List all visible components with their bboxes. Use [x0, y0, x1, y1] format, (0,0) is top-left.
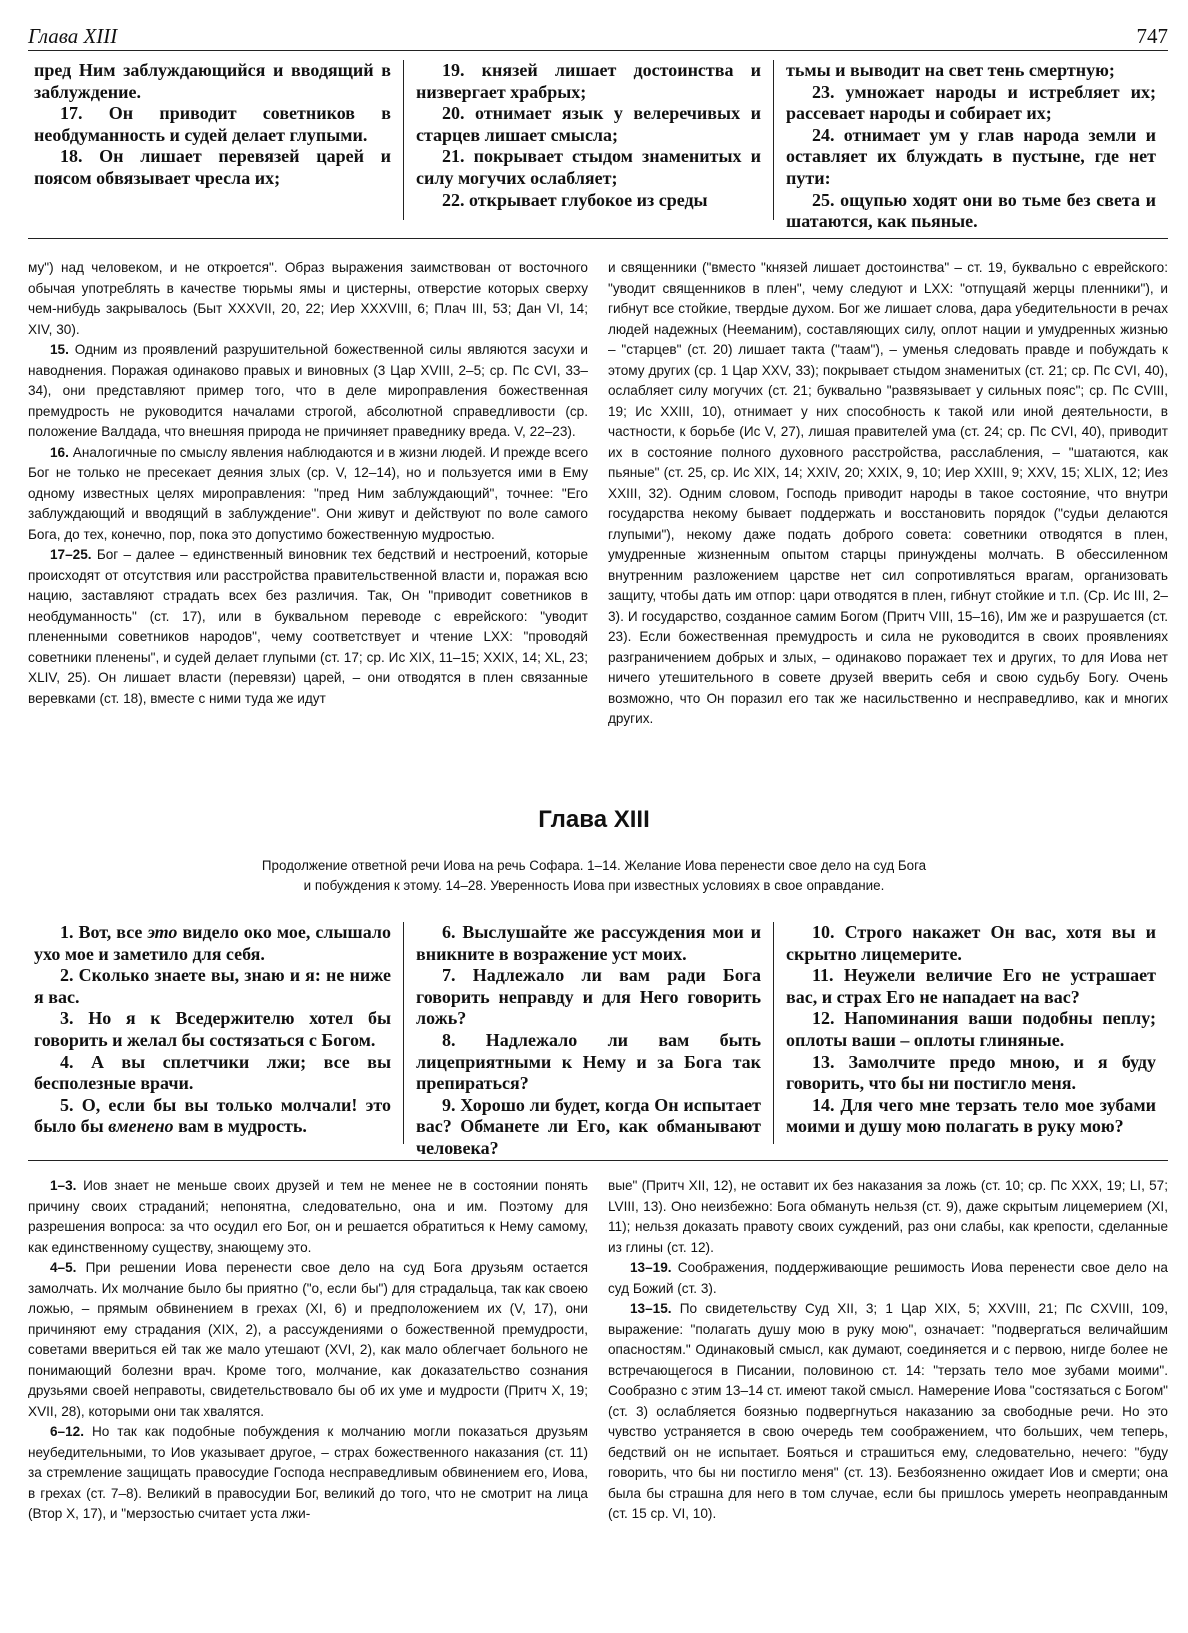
- commentary-column-left: [28, 1176, 588, 1626]
- verse-ref: 4–5.: [50, 1260, 77, 1275]
- verse-ref: 16.: [50, 444, 69, 460]
- commentary-paragraph: 13–19. Соображения, поддерживающие решимость Иова перенести свое дело на суд Божий (ст. 3).: [608, 1260, 1168, 1296]
- commentary-paragraph: 15. Одним из проявлений разрушительной божественной силы являются засухи и наводнения. Поражая одинаково правых и виновных (3 Цар XVIII, 2–5; ср. Пс CVI, 33–34), они представляют пример того, что в деле мироправления божественная премудрость не руководится началами строгой, абсолютной справедливости (ср. положение Валдада, что внешняя природа не причиняет праведнику вреда. V, 22–23).: [28, 342, 588, 439]
- verse-text: 5. О, если бы вы только молчали! это было бы вменено вам в мудрость.: [34, 1094, 391, 1137]
- verse-column-3: [773, 922, 1168, 1144]
- commentary-column-left: [28, 258, 588, 798]
- verse-text: 1. Вот, все это видело око мое, слышало ухо мое и заметило для себя.: [34, 922, 391, 964]
- commentary-block-top: [28, 258, 1168, 798]
- verse-text: 4. А вы сплетчики лжи; все вы бесполезные врачи.: [34, 1051, 391, 1094]
- verse-text: 20. отнимает язык у велеречивых и старцев лишает смысла;: [416, 103, 761, 145]
- commentary-paragraph: вые" (Притч XII, 12), не оставит их без наказания за ложь (ст. 10; ср. Пс XXX, 19; LI, 57; LVIII, 13). Оно неизбежно: Бога обмануть нельзя (ст. 9), даже скрытым лицемерием (XI, 11); нельзя доказать правоту своих суждений, раз они слабы, как крепости, сделанные из глины (ст. 12).: [608, 1178, 1168, 1255]
- verse-text: 22. открывает глубокое из среды: [442, 189, 708, 210]
- commentary-paragraph: 16. Аналогичные по смыслу явления наблюдаются и в жизни людей. И прежде всего Бог не только не пресекает деяния злых (ср. V, 12–14), но и пользуется ими в Ему одному известных целях мироправления: "пред Ним заблуждающий", точнее: "Его заблуждающий и вводящий в заблуждение". Они живут и действуют по воле самого Бога, до тех, конечно, пор, пока это допустимо божественную мудростью.: [28, 444, 588, 542]
- section-divider: [28, 238, 1168, 239]
- verse-text: 8. Надлежало ли вам быть лицеприятными к Нему и за Бога так препираться?: [416, 1029, 761, 1094]
- commentary-paragraph: 4–5. При решении Иова перенести свое дело на суд Бога друзьям остается замолчать. Их молчание было бы приятно ("о, если бы") для страдальца, так как своею ложью, – прямым обвинением в грехах (XI, 6) и предположением их (V, 17), они причиняют ему страдания (XIX, 2), а рассуждениями о божественной премудрости, советами ввериться ей так же мало утешают (XVI, 2), как мало облегчает больного не понимающий болезни врач. Кроме того, молчание, как доказательство сознания друзьями своей неправоты, свидетельствовало бы об их уме и мудрости (Притч X, 19; XVII, 28), которыми они так хвалятся.: [28, 1260, 588, 1419]
- top-verse-block: [28, 60, 1168, 232]
- verse-text: 25. ощупью ходят они во тьме без света и шатаются, как пьяные.: [786, 189, 1156, 232]
- page-header: [28, 20, 1168, 51]
- verse-text: 17. Он приводит советников в необдуманность и судей делает глупыми.: [34, 103, 391, 145]
- commentary-paragraph: 17–25. Бог – далее – единственный виновник тех бедствий и нестроений, которые происходят от отсутствия или расстройства правительственной власти и, поражая всю нацию, заставляют страдать всех без различия. Так, Он "приводит советников в необдуманность" (ст. 17), или в буквальном переводе с еврейского: "уводит плененными советников народов", чему соответствует и чтение LXX: "проводяй советники пленены", и судей делает глупыми (ст. 17; ср. Ис XIX, 11–15; XXIX, 14; XL, 23; XLIV, 25). Он лишает власти (перевязи) царей, – они отводятся в плен связанные веревками (ст. 18), вместе с ними туда же идут: [28, 547, 588, 706]
- commentary-paragraph: 6–12. Но так как подобные побуждения к молчанию могли показаться друзьям неубедительными, то Иов указывает другое, – страх божественного наказания (ст. 11) за стремление защищать правосудие Господа несправедливым обвинением его, Иова, в грехах (ст. 7–8). Великий в правосудии Бог, великий до того, что не смотрит на лица (Втор X, 17), и "мерзостью считает уста лжи-: [28, 1424, 588, 1521]
- commentary-column-right: [608, 1176, 1168, 1626]
- verse-text: тьмы и выводит на свет тень смертную;: [786, 60, 1115, 80]
- running-head: Глава XIII: [28, 24, 118, 48]
- verse-text: 12. Напоминания ваши подобны пеплу; оплоты ваши – оплоты глиняные.: [786, 1008, 1156, 1050]
- verse-ref: 13–15.: [630, 1301, 672, 1316]
- verse-text: 11. Неужели величие Его не устрашает вас, и страх Его не нападает на вас?: [786, 965, 1156, 1007]
- verse-ref: 6–12.: [50, 1424, 85, 1439]
- commentary-paragraph: 13–15. По свидетельству Суд XII, 3; 1 Цар XIX, 5; XXVIII, 21; Пс CXVIII, 109, выражение: "полагать душу мою в руку мою", означает: "подвергаться величайшим опасностям." Одинаковый смысл, как думают, соединяется и с первою, нигде более не встречающегося в Писании, половиною ст. 14: "терзать тело мое зубами моими". Сообразно с этим 13–14 ст. имеют такой смысл. Намерение Иова "состязаться с Богом" (ст. 3) ослабляется боязнью подвергнуться наказанию за свободные речи. Но это чувство устраняется в свою очередь тем соображением, что больших, чем теперь, бедствий он не испытает. Бояться и страшиться ему, следовательно, нечего: "буду говорить, что бы ни постигло меня" (ст. 13). Безбоязненно ожидает Иов и смерти; она была бы страшна для него в том случае, если бы пришлось умереть неоправданным (ст. 15 ср. VI, 10).: [608, 1301, 1168, 1521]
- verse-text: 14. Для чего мне терзать тело мое зубами моими и душу мою полагать в руку мою?: [786, 1094, 1156, 1137]
- verse-text: 18. Он лишает перевязей царей и поясом обвязывает чресла их;: [34, 146, 391, 188]
- commentary-paragraph: 1–3. Иов знает не меньше своих друзей и тем не менее не в состоянии понять причину своих страданий; непонятна, следовательно, она и им. Поэтому для разрешения вопроса: за что осудил его Бог, он и решается обратиться к Нему самому, как единственному существу, знающему это.: [28, 1178, 588, 1255]
- verse-column-2: [403, 922, 773, 1158]
- verse-text: 19. князей лишает достоинства и низвергает храбрых;: [416, 60, 761, 102]
- verse-text: 10. Строго накажет Он вас, хотя вы и скрытно лицемерите.: [786, 922, 1156, 964]
- chapter-verse-block: [28, 922, 1168, 1158]
- commentary-paragraph: и священники ("вместо "князей лишает достоинства" – ст. 19, буквально с еврейского: "уводит священников в плен", чему следуют и LXX: "отпущаяй жерцы пленники"), и гибнут все стойкие, твердые духом. Бог же лишает слова, дара убедительности в речах людей надежных (Нееманим), составляющих силу, оплот нации и умудренных жизнью – "старцев" (ст. 20) лишает такта ("таам"), – уменья следовать правде и побуждать к этому других (ср. 1 Цар XXV, 33); покрывает стыдом знаменитых (ст. 21; ср. Пс CVI, 40), ослабляет силу могучих (ст. 21; буквально "развязывает у сильных пояс"; ср. Пс CVIII, 19; Ис XXIII, 10), отнимает у них способность к такой или иной деятельности, в частности, к борьбе (Ис V, 27), лишая правителей ума (ст. 24; ср. Пс CVI, 40), приводит их в состояние полного духовного расстройства, расслабления, – "шатаются, как пьяные" (ст. 25, ср. Ис XIX, 14; XXIV, 20; XXIX, 9, 10; Иер XXIII, 9; XXV, 15; XLIX, 12; Иез XXIII, 32). Одним словом, Господь приводит народы в такое состояние, что внутри государства некому бывает поддержать и восстановить порядок ("судьи делаются глупыми"), некому даже подать доброго совета: советники отводятся в плен, умудренные жизненным опытом старцы принуждены молчать. В обессиленном внутренним разложением царстве нет сил сопротивляться врагам, организовать защиту, чтобы дать им отпор: цари отводятся в плен, гибнут стойкие и т.п. (Ср. Ис III, 2–3). И государство, созданное самим Богом (Притч VIII, 15–16), Им же и разрушается (ст. 23). Если божественная премудрость и сила не руководится в своих проявлениях разграничением добрых и злых, – одинаково поражает тех и других, то для Иова нет ничего утешительного в совете друзей вверить себя и свою судьбу Богу. Очень возможно, что Он поразил его так же насильственно и несправедливо, как и многих других.: [608, 260, 1168, 726]
- verse-ref: 17–25.: [50, 547, 92, 562]
- verse-text: 23. умножает народы и истребляет их; рассевает народы и собирает их;: [786, 81, 1156, 124]
- verse-text: 2. Сколько знаете вы, знаю и я: не ниже я вас.: [34, 965, 391, 1007]
- commentary-block-bottom: [28, 1176, 1168, 1626]
- verse-text: 6. Выслушайте же рассуждения мои и вникните в возражение уст моих.: [416, 922, 761, 964]
- verse-text: 3. Но я к Вседержителю хотел бы говорить и желал бы состязаться с Богом.: [34, 1008, 391, 1050]
- verse-text: 7. Надлежало ли вам ради Бога говорить неправду и для Него говорить ложь?: [416, 965, 761, 1029]
- commentary-column-right: [608, 258, 1168, 798]
- verse-column-2: [403, 60, 773, 220]
- chapter-summary: [0, 856, 1188, 896]
- verse-ref: 15.: [50, 342, 69, 357]
- verse-column-1: [28, 922, 403, 1144]
- verse-column-3: [773, 60, 1168, 232]
- section-divider: [28, 1160, 1168, 1161]
- verse-text: 21. покрывает стыдом знаменитых и силу могучих ослабляет;: [416, 146, 761, 188]
- verse-text: 24. отнимает ум у глав народа земли и оставляет их блуждать в пустыне, где нет пути:: [786, 124, 1156, 188]
- summary-line: и побуждения к этому. 14–28. Уверенность Иова при известных условиях в свое оправдание.: [303, 878, 885, 893]
- verse-text: 9. Хорошо ли будет, когда Он испытает вас? Обманете ли Его, как обманывают человека?: [416, 1094, 761, 1158]
- verse-column-1: [28, 60, 403, 220]
- verse-text: пред Ним заблуждающийся и вводящий в заблуждение.: [34, 60, 391, 102]
- page-number: 747: [1136, 24, 1168, 48]
- verse-ref: 1–3.: [50, 1178, 77, 1193]
- summary-line: Продолжение ответной речи Иова на речь Софара. 1–14. Желание Иова перенести свое дело на суд Бога: [261, 858, 927, 873]
- verse-text: 13. Замолчите предо мною, и я буду говорить, что бы ни постигло меня.: [786, 1051, 1156, 1094]
- commentary-paragraph: му") над человеком, и не откроется". Образ выражения заимствован от восточного обычая употреблять в качестве тюрьмы ямы и цистерны, отверстие которых сверху чем-нибудь закрывалось (Быт XXXVII, 20, 22; Иер XXXVIII, 6; Плач III, 53; Дан VI, 14; XIV, 30).: [28, 260, 588, 337]
- chapter-heading: Глава XIII: [538, 806, 650, 833]
- verse-ref: 13–19.: [630, 1260, 672, 1275]
